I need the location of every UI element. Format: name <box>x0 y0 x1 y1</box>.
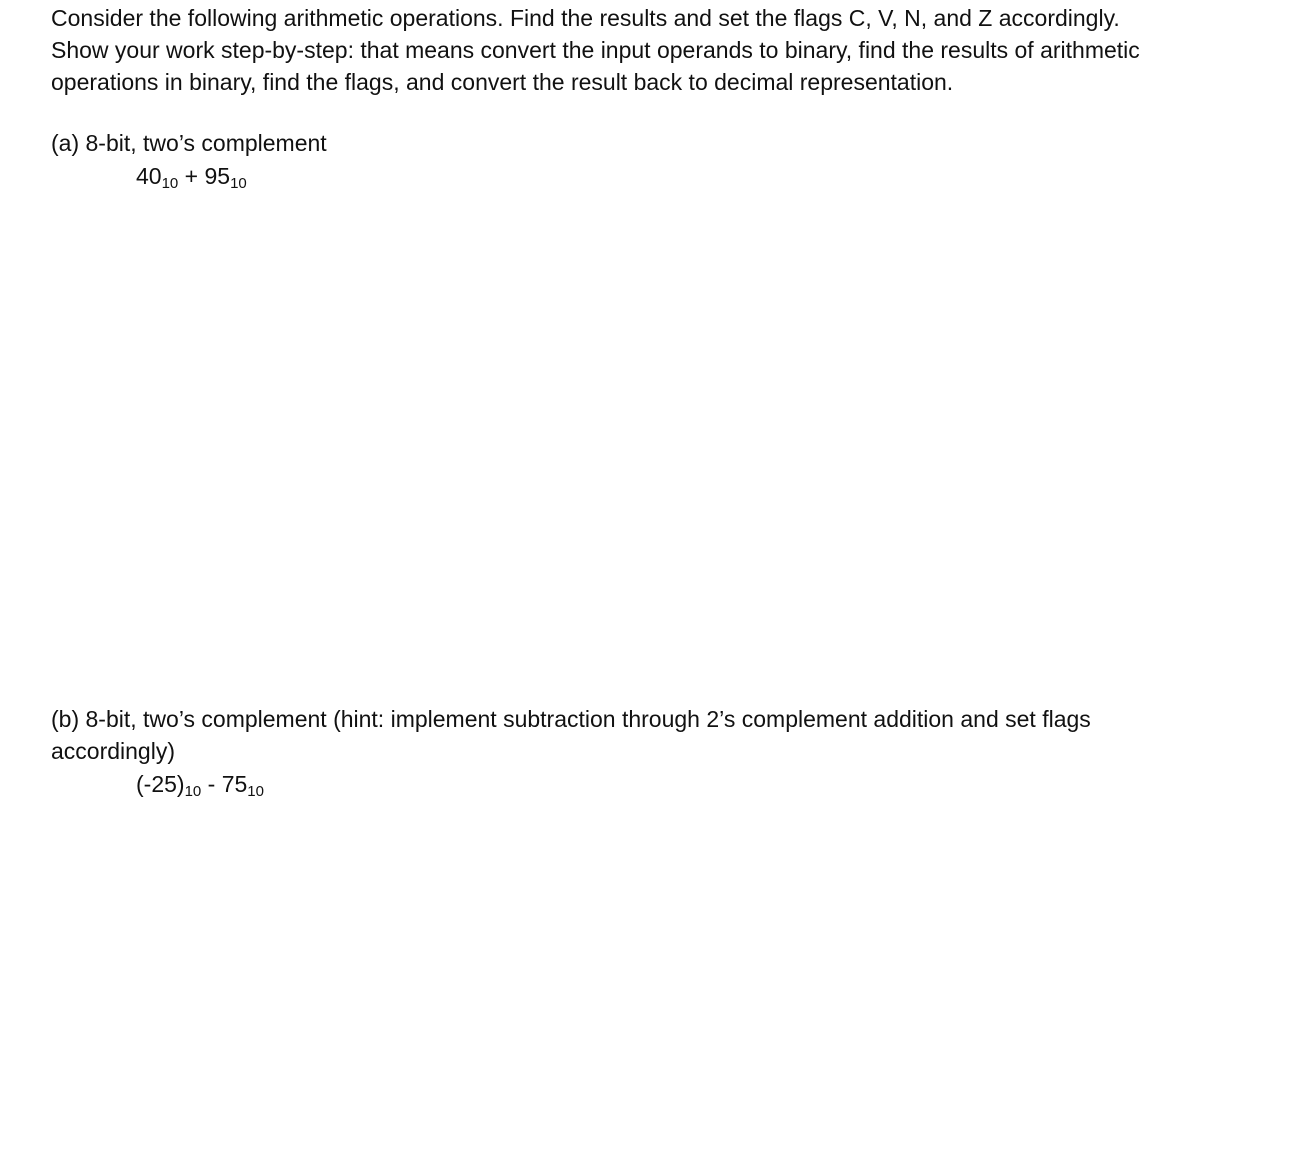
instructions-line: Show your work step-by-step: that means convert the input operands to binary, find the results of arithmetic <box>51 37 1140 63</box>
part-b-operator: - <box>201 771 222 797</box>
part-a-label: (a) 8-bit, two’s complement <box>51 130 327 156</box>
part-b-operand-2: 75 <box>221 771 248 797</box>
part-a-operand-1-base: 10 <box>161 175 179 192</box>
instructions-line: Consider the following arithmetic operations. Find the results and set the flags C, V, N, and Z accordingly. <box>51 5 1120 31</box>
instructions-line: operations in binary, find the flags, and convert the result back to decimal representation. <box>51 69 954 95</box>
part-b-label-line: accordingly) <box>51 738 175 764</box>
part-a-operand-2-base: 10 <box>230 175 247 192</box>
part-b-label <box>51 703 1091 767</box>
part-b-label-line: (b) 8-bit, two’s complement (hint: implement subtraction through 2’s complement addition and set flags <box>51 706 1091 732</box>
part-a-expression <box>136 160 247 192</box>
part-b-operand-2-base: 10 <box>247 783 264 800</box>
part-b-expression <box>136 768 264 800</box>
part-b-operand-1: (-25) <box>136 771 185 797</box>
part-b-operand-1-base: 10 <box>184 783 202 800</box>
instructions-paragraph <box>51 2 1271 98</box>
part-a-operand-2: 95 <box>204 163 231 189</box>
part-a-operator: + <box>178 163 205 189</box>
part-a-operand-1: 40 <box>136 163 162 189</box>
